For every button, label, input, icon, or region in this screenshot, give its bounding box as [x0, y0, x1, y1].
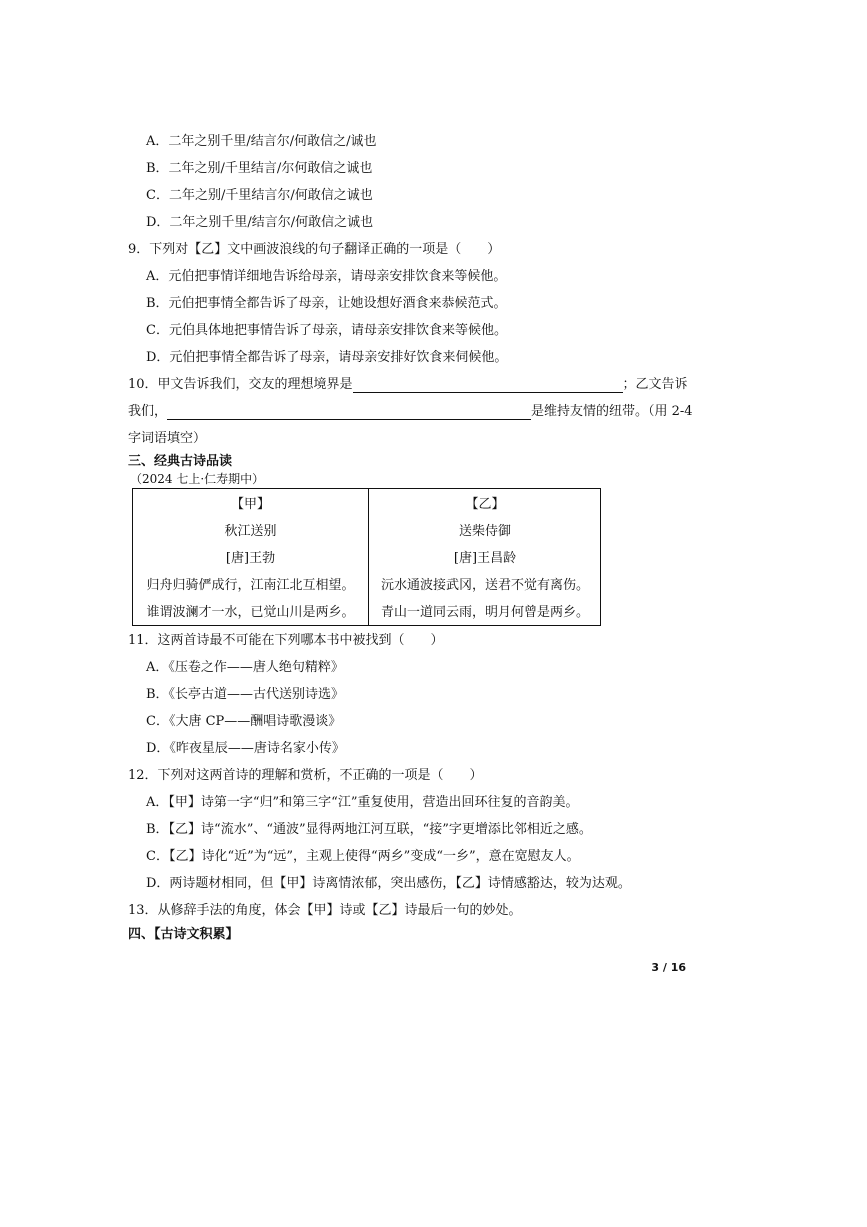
q12-option-d: D．两诗题材相同，但【甲】诗离情浓郁，突出感伤，【乙】诗情感豁达，较为达观。: [146, 876, 631, 891]
poem-jia-author: [唐]王勃: [225, 551, 276, 566]
q10-line-2: [128, 404, 693, 420]
q9-option-b: B．元伯把事情全都告诉了母亲，让她设想好酒食来恭候范式。: [146, 296, 507, 311]
poem-yi-tag: 【乙】: [465, 497, 505, 512]
q10-blank-1[interactable]: [353, 378, 623, 393]
q9-stem: 9．下列对【乙】文中画波浪线的句子翻译正确的一项是（ ）: [128, 242, 501, 257]
q10-line-3: 字词语填空）: [128, 431, 207, 446]
q9-option-c: C．元伯具体地把事情告诉了母亲，请母亲安排饮食来等候他。: [146, 323, 507, 338]
q11-option-b: B．《长亭古道——古代送别诗选》: [146, 687, 345, 702]
poem-column-yi: [369, 489, 601, 625]
poem-yi-title: 送柴侍御: [458, 524, 511, 539]
poem-jia-title: 秋江送别: [224, 524, 277, 539]
poem-yi-line-1: 沅水通波接武冈，送君不觉有离伤。: [380, 578, 589, 593]
q11-stem: 11．这两首诗最不可能在下列哪本书中被找到（ ）: [128, 633, 444, 648]
q9-option-d: D．元伯把事情全都告诉了母亲，请母亲安排好饮食来伺候他。: [146, 350, 508, 365]
q11-option-a: A．《压卷之作——唐人绝句精粹》: [146, 660, 344, 675]
poem-jia-tag: 【甲】: [230, 497, 270, 512]
section-3-source: （2024 七上·仁寿期中）: [130, 472, 265, 486]
q10-text-1: 10．甲文告诉我们，交友的理想境界是: [128, 377, 353, 392]
q8-option-b: B．二年之别/千里结言/尔何敢信之诚也: [146, 161, 373, 176]
q9-option-a: A．元伯把事情详细地告诉给母亲，请母亲安排饮食来等候他。: [146, 269, 507, 284]
q10-text-2: ；乙文告诉: [622, 377, 688, 392]
poem-column-jia: [133, 489, 369, 625]
q10-text-4: 是维持友情的纽带。（用 2-4: [531, 404, 693, 419]
section-3-heading: 三、经典古诗品读: [128, 454, 233, 469]
q12-option-b: B．【乙】诗“流水”、“通波”显得两地江河互联，“接”字更增添比邻相近之感。: [146, 822, 592, 837]
poem-table: [132, 488, 601, 626]
poem-jia-line-1: 归舟归骑俨成行，江南江北互相望。: [146, 578, 355, 593]
q8-option-d: D．二年之别千里/结言尔/何敢信之诚也: [146, 215, 374, 230]
q12-option-a: A．【甲】诗第一字“归”和第三字“江”重复使用，营造出回环往复的音韵美。: [146, 795, 579, 810]
poem-yi-line-2: 青山一道同云雨，明月何曾是两乡。: [380, 605, 589, 620]
q11-option-c: C．《大唐 CP——酬唱诗歌漫谈》: [146, 714, 342, 729]
q12-option-c: C．【乙】诗化“近”为“远”，主观上使得“两乡”变成“一乡”，意在宽慰友人。: [146, 849, 580, 864]
q10-text-3: 我们，: [128, 404, 168, 419]
page-number: 3 / 16: [651, 961, 686, 974]
q10-blank-2[interactable]: [167, 405, 531, 420]
poem-jia-line-2: 谁谓波澜才一水，已觉山川是两乡。: [146, 605, 355, 620]
q8-option-c: C．二年之别/千里结言尔/何敢信之诚也: [146, 188, 373, 203]
section-4-heading: 四、【古诗文积累】: [128, 927, 239, 942]
q12-stem: 12．下列对这两首诗的理解和赏析，不正确的一项是（ ）: [128, 768, 483, 783]
q11-option-d: D．《昨夜星辰——唐诗名家小传》: [146, 741, 345, 756]
q13-stem: 13．从修辞手法的角度，体会【甲】诗或【乙】诗最后一句的妙处。: [128, 903, 522, 918]
q8-option-a: A．二年之别千里/结言尔/何敢信之/诚也: [146, 134, 377, 149]
q10-line-1: [128, 377, 688, 393]
poem-yi-author: [唐]王昌龄: [453, 551, 517, 566]
